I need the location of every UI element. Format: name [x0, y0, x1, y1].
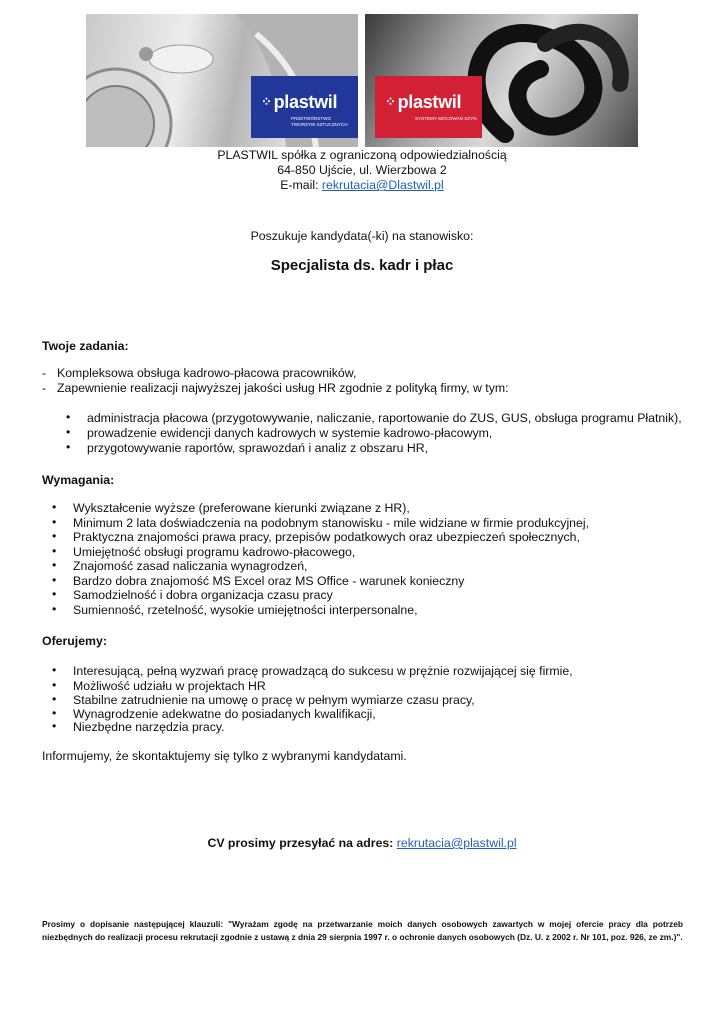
dots-icon: ⁘: [385, 94, 396, 109]
tasks-heading: Twoje zadania:: [42, 339, 129, 353]
logo-red-subtitle: SYSTEMY MOCOWAŃ SZYN: [415, 116, 477, 121]
cv-email-link[interactable]: rekrutacia@plastwil.pl: [396, 836, 517, 850]
logo-red-name: plastwil: [397, 92, 462, 112]
position-title: Specjalista ds. kadr i płac: [270, 257, 454, 274]
plastwil-logo-red: [375, 76, 482, 138]
header-banner: [86, 14, 638, 147]
intro-text: Poszukuje kandydata(-ki) na stanowisko:: [250, 229, 474, 243]
offer-heading: Oferujemy:: [42, 634, 107, 648]
company-address: 64-850 Ujście, ul. Wierzbowa 2: [277, 163, 447, 177]
plastwil-logo-blue: [251, 76, 358, 138]
gdpr-clause: Prosimy o dopisanie następującej klauzuli: "Wyrażam zgodę na przetwarzanie moich danych osobowych zawartych w mojej ofercie pracy dla potrzeb niezbędnych do realizacji procesu rekrutacji zgodnie z ustawą z dnia 29 sierpnia 1997 r. o ochronie danych osobowych (Dz. U. z 2002 r. Nr 101, poz. 926, ze zm.)".: [42, 919, 683, 942]
email-label: E-mail:: [280, 178, 322, 192]
contact-note: Informujemy, że skontaktujemy się tylko z wybranymi kandydatami.: [42, 749, 407, 763]
requirements-heading: Wymagania:: [42, 473, 115, 487]
company-email-link[interactable]: rekrutacia@Dlastwil.pl: [321, 178, 444, 192]
dots-icon: ⁘: [261, 94, 272, 109]
logo-blue-subtitle: PRZETWÓRSTWO TWORZYW SZTUCZNYCH: [291, 116, 348, 127]
company-name: PLASTWIL spółka z ograniczoną odpowiedzialnością: [217, 148, 507, 162]
company-email-line: [0, 178, 724, 192]
cv-label: CV prosimy przesyłać na adres:: [207, 836, 397, 850]
cv-line: [0, 836, 724, 850]
logo-blue-name: plastwil: [273, 92, 338, 112]
